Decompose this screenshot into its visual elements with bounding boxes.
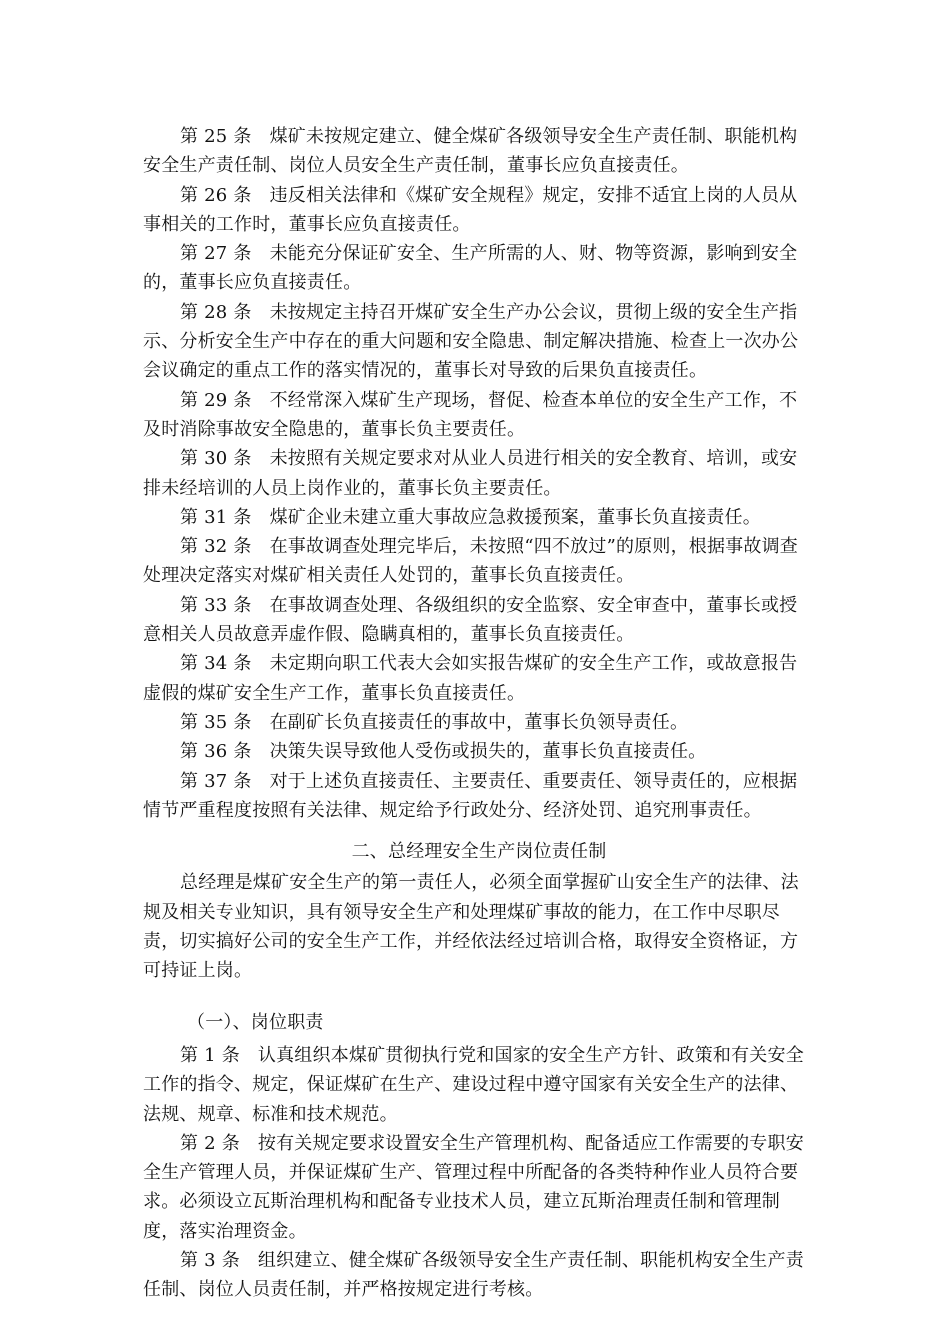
article-text: 未定期向职工代表大会如实报告煤矿的安全生产工作，或故意报告虚假的煤矿安全生产工作，董事长负直接责任。 — [143, 653, 798, 704]
article-text: 煤矿未按规定建立、健全煤矿各级领导安全生产责任制、职能机构安全生产责任制、岗位人员安全生产责任制，董事长应负直接责任。 — [143, 126, 798, 177]
article-32 — [143, 532, 815, 591]
article-number: 第 30 条 — [180, 448, 252, 470]
article-33 — [143, 591, 815, 650]
article-3 — [143, 1246, 815, 1305]
article-number: 第 32 条 — [180, 536, 252, 558]
article-number: 第 28 条 — [180, 301, 252, 323]
article-28 — [143, 298, 815, 386]
article-1 — [143, 1041, 815, 1129]
article-30 — [143, 444, 815, 503]
article-text: 按有关规定要求设置安全生产管理机构、配备适应工作需要的专职安全生产管理人员，并保证煤矿生产、管理过程中所配备的各类特种作业人员符合要求。必须设立瓦斯治理机构和配备专业技术人员，建立瓦斯治理责任制和管理制度，落实治理资金。 — [143, 1132, 804, 1242]
article-number: 第 36 条 — [180, 741, 252, 763]
article-text: 未按规定主持召开煤矿安全生产办公会议，贯彻上级的安全生产指示、分析安全生产中存在的重大问题和安全隐患、制定解决措施、检查上一次办公会议确定的重点工作的落实情况的，董事长对导致的后果负直接责任。 — [143, 301, 799, 382]
article-35 — [143, 708, 815, 737]
article-number: 第 37 条 — [180, 770, 252, 792]
section-heading: 二、总经理安全生产岗位责任制 — [351, 841, 607, 863]
article-text: 未按照有关规定要求对从业人员进行相关的安全教育、培训，或安排未经培训的人员上岗作业的，董事长负主要责任。 — [143, 448, 798, 499]
article-text: 未能充分保证矿安全、生产所需的人、财、物等资源，影响到安全的，董事长应负直接责任。 — [143, 243, 798, 294]
article-text: 在事故调查处理、各级组织的安全监察、安全审查中，董事长或授意相关人员故意弄虚作假、隐瞒真相的，董事长负直接责任。 — [143, 594, 798, 646]
document-body — [143, 122, 815, 1305]
subsection-heading: （一）、岗位职责 — [187, 1011, 324, 1033]
article-2 — [143, 1129, 815, 1246]
article-36 — [143, 737, 815, 766]
article-29 — [143, 386, 815, 445]
article-number: 第 3 条 — [180, 1249, 240, 1271]
article-text: 决策失误导致他人受伤或损失的，董事长负直接责任。 — [269, 741, 707, 763]
article-number: 第 29 条 — [180, 389, 252, 411]
article-number: 第 1 条 — [180, 1044, 240, 1066]
article-34 — [143, 649, 815, 708]
article-25 — [143, 122, 815, 181]
article-text: 对于上述负直接责任、主要责任、重要责任、领导责任的，应根据情节严重程度按照有关法律、规定给予行政处分、经济处罚、追究刑事责任。 — [143, 770, 798, 821]
article-text: 违反相关法律和《煤矿安全规程》规定，安排不适宜上岗的人员从事相关的工作时，董事长应负直接责任。 — [143, 184, 798, 235]
article-37 — [143, 767, 815, 826]
article-text: 不经常深入煤矿生产现场，督促、检查本单位的安全生产工作，不及时消除事故安全隐患的，董事长负主要责任。 — [143, 389, 798, 440]
article-27 — [143, 239, 815, 298]
article-text: 在副矿长负直接责任的事故中，董事长负领导责任。 — [269, 711, 689, 733]
article-number: 第 2 条 — [180, 1132, 240, 1154]
article-number: 第 26 条 — [180, 184, 252, 206]
article-number: 第 35 条 — [180, 711, 252, 733]
article-text: 组织建立、健全煤矿各级领导安全生产责任制、职能机构安全生产责任制、岗位人员责任制，并严格按规定进行考核。 — [143, 1249, 804, 1301]
article-number: 第 34 条 — [180, 653, 252, 675]
article-text: 认真组织本煤矿贯彻执行党和国家的安全生产方针、政策和有关安全工作的指令、规定，保证煤矿在生产、建设过程中遵守国家有关安全生产的法律、法规、规章、标准和技术规范。 — [143, 1044, 804, 1125]
article-31 — [143, 503, 815, 532]
article-text: 煤矿企业未建立重大事故应急救援预案，董事长负直接责任。 — [269, 506, 761, 528]
article-number: 第 25 条 — [180, 126, 252, 147]
article-number: 第 33 条 — [180, 594, 252, 616]
article-text: 在事故调查处理完毕后，未按照“四不放过”的原则，根据事故调查处理决定落实对煤矿相关责任人处罚的，董事长负直接责任。 — [143, 536, 798, 587]
article-26 — [143, 181, 815, 240]
article-number: 第 27 条 — [180, 243, 252, 265]
article-number: 第 31 条 — [180, 506, 252, 528]
section-intro: 总经理是煤矿安全生产的第一责任人，必须全面掌握矿山安全生产的法律、法规及相关专业知识，具有领导安全生产和处理煤矿事故的能力，在工作中尽职尽责，切实搞好公司的安全生产工作，并经依法经过培训合格，取得安全资格证，方可持证上岗。 — [143, 872, 799, 982]
